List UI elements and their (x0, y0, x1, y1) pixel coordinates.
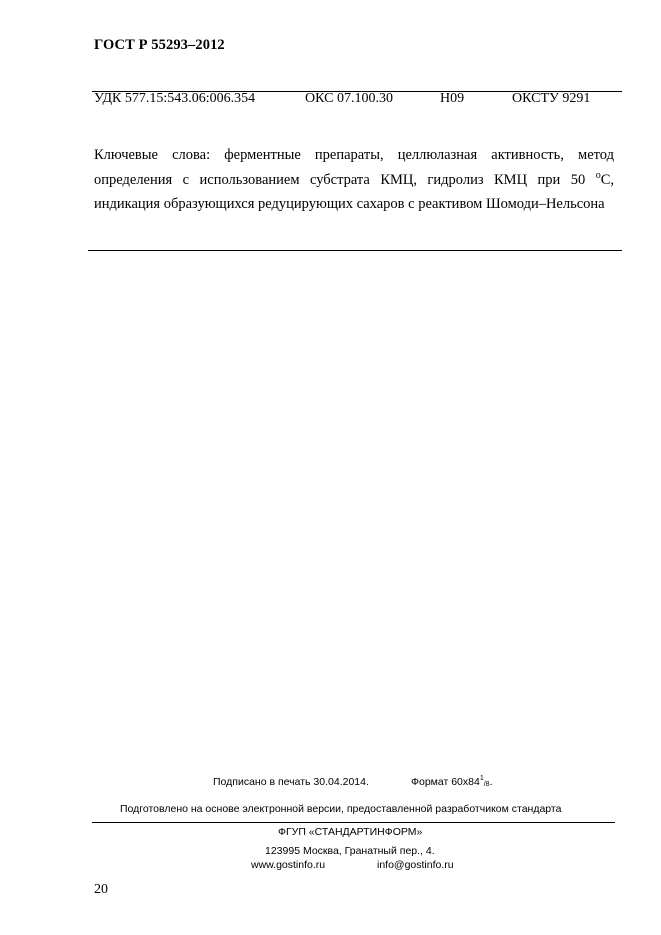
keywords-paragraph (94, 143, 614, 217)
udk-code: УДК 577.15:543.06:006.354 (94, 91, 256, 106)
page-number: 20 (94, 882, 108, 897)
prepared-note: Подготовлено на основе электронной версии, предоставленной разработчиком стандарта (120, 803, 562, 815)
print-format-text: Формат 60x84 (411, 776, 480, 788)
publisher-address: 123995 Москва, Гранатный пер., 4. (265, 845, 435, 857)
publisher-email[interactable]: info@gostinfo.ru (377, 859, 454, 871)
print-format-end: . (489, 776, 493, 788)
print-format-sub: /8 (483, 781, 490, 788)
keywords-bottom-rule (88, 250, 622, 251)
print-format-sup: 1 (479, 775, 484, 782)
imprint-rule (92, 822, 615, 823)
degree-mark: о (595, 169, 601, 181)
print-format (411, 776, 493, 788)
classification-top-rule (92, 91, 622, 92)
document-designation: ГОСТ Р 55293–2012 (94, 37, 225, 53)
publisher-website[interactable]: www.gostinfo.ru (251, 859, 326, 871)
category-code: Н09 (440, 91, 465, 106)
keywords-text-part-1: Ключевые слова: ферментные препараты, целлюлазная активность, метод определения с использованием субстрата КМЦ, гидролиз КМЦ при 50 (94, 147, 614, 188)
okstu-code: ОКСТУ 9291 (512, 91, 591, 106)
signed-for-print: Подписано в печать 30.04.2014. (213, 776, 369, 788)
oks-code: ОКС 07.100.30 (305, 91, 393, 106)
keywords-text-part-2: С, индикация образующихся редуцирующих сахаров с реактивом Шомоди–Нельсона (94, 171, 614, 212)
publisher-name: ФГУП «СТАНДАРТИНФОРМ» (278, 826, 423, 838)
